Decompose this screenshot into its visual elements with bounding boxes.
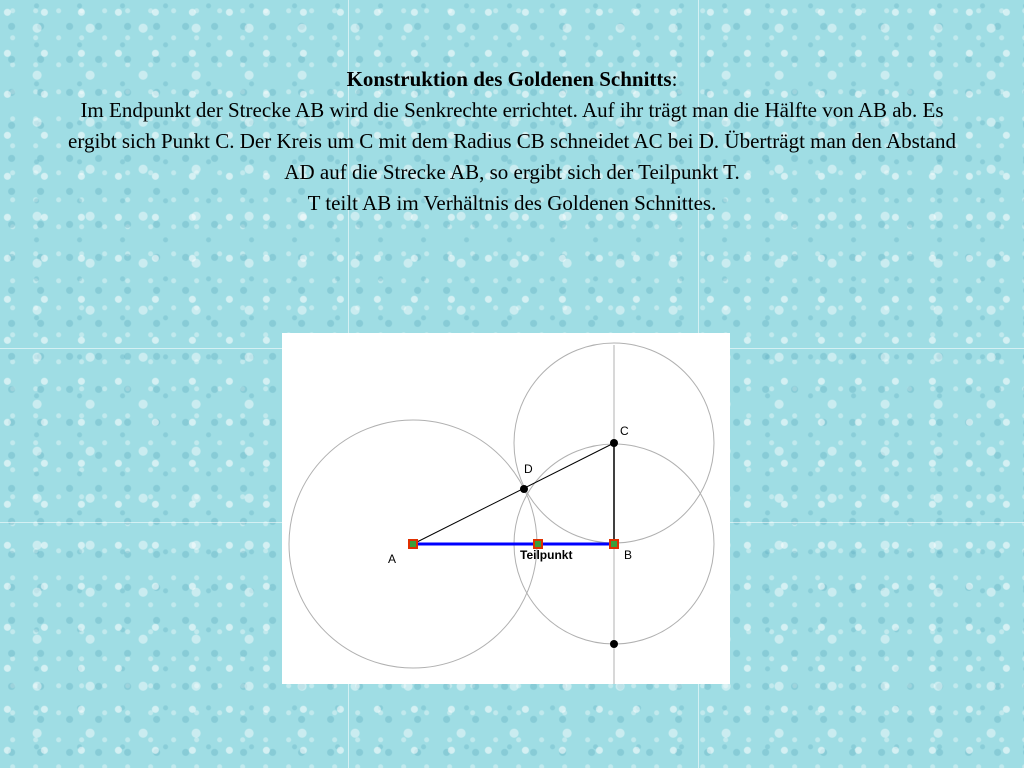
point-d bbox=[520, 485, 528, 493]
label-c: C bbox=[620, 424, 629, 438]
point-c bbox=[610, 439, 618, 447]
description-text bbox=[60, 64, 964, 219]
heading bbox=[60, 64, 964, 95]
marker-b bbox=[610, 540, 618, 548]
heading-colon: : bbox=[671, 67, 678, 91]
segment-ac bbox=[413, 443, 614, 544]
label-d: D bbox=[524, 462, 533, 476]
diagram-svg bbox=[282, 333, 730, 684]
label-teilpunkt: Teilpunkt bbox=[520, 548, 573, 562]
heading-title: Konstruktion des Goldenen Schnitts bbox=[346, 67, 672, 91]
point-lower bbox=[610, 640, 618, 648]
label-a: A bbox=[388, 552, 397, 566]
marker-a bbox=[409, 540, 417, 548]
marker-teilpunkt bbox=[534, 540, 542, 548]
label-b: B bbox=[624, 548, 633, 562]
golden-section-diagram bbox=[282, 333, 730, 684]
paragraph-construction: Im Endpunkt der Strecke AB wird die Senkrechte errichtet. Auf ihr trägt man die Hälfte von AB ab. Es ergibt sich Punkt C. Der Kreis um C mit dem Radius CB schneidet AC bei D. Überträgt man den Abstand AD auf die Strecke AB, so ergibt sich der Teilpunkt T. bbox=[68, 98, 956, 184]
paragraph-conclusion: T teilt AB im Verhältnis des Goldenen Schnittes. bbox=[307, 191, 717, 215]
